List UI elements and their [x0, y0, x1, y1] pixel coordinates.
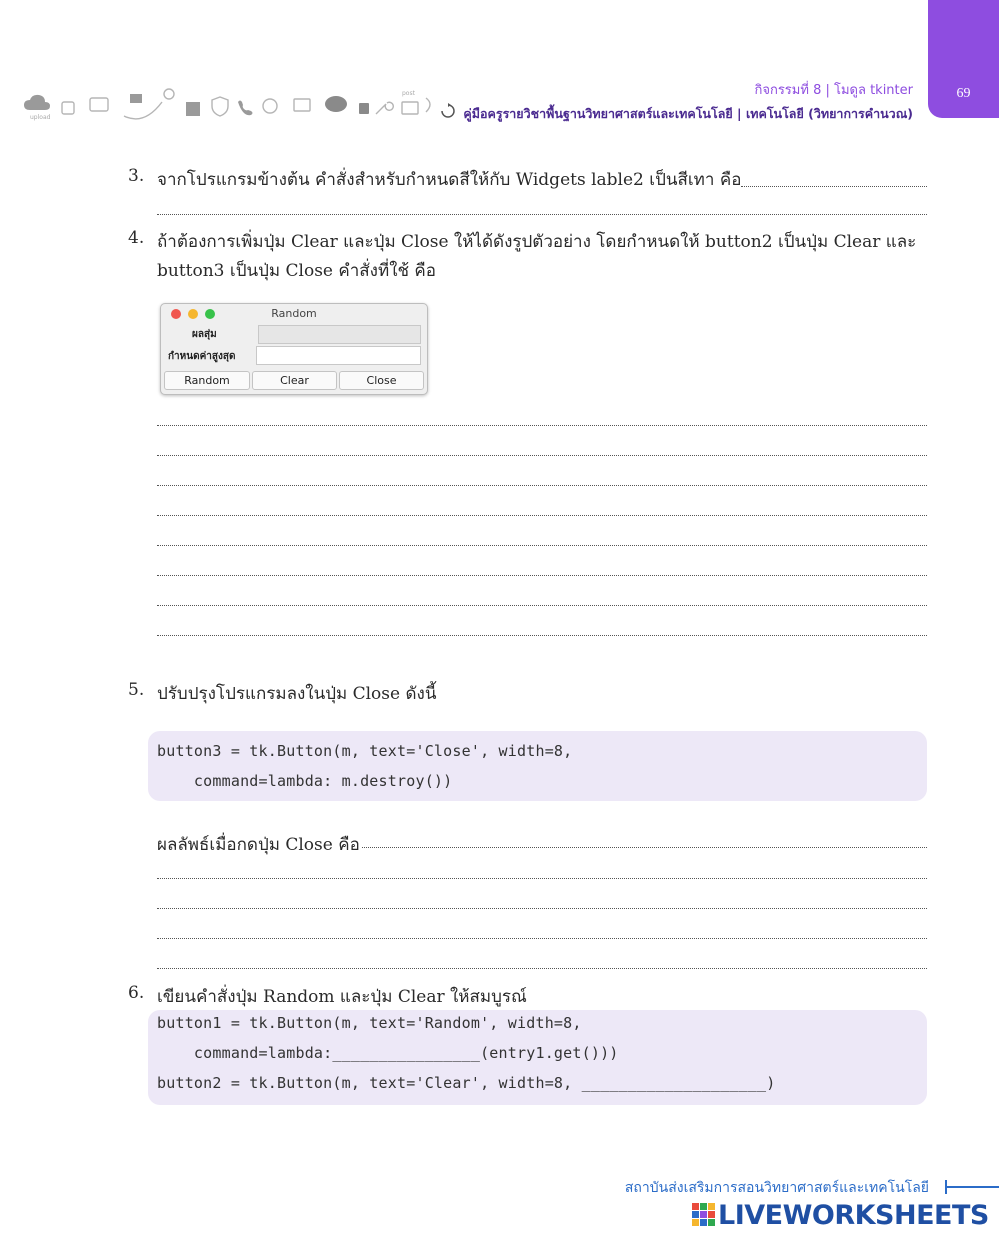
q3-number: 3.	[128, 166, 145, 186]
liveworksheets-logo	[692, 1200, 988, 1230]
lock-icon	[359, 103, 369, 114]
q5-answer-line[interactable]	[157, 878, 927, 879]
minimize-dot-icon	[188, 309, 198, 319]
liveworksheets-grid-icon	[692, 1203, 716, 1227]
chat-screen-icon	[90, 98, 108, 111]
q6-code-line3[interactable]: button2 = tk.Button(m, text='Clear', width=8, ____________________)	[157, 1074, 776, 1092]
q5-code-line2: command=lambda: m.destroy())	[157, 772, 453, 790]
footer-rule-tick	[945, 1180, 947, 1194]
tk-label-result: ผลสุ่ม	[192, 329, 217, 340]
tk-result-field	[258, 325, 421, 344]
q3-text: จากโปรแกรมข้างต้น คำสั่งสำหรับกำหนดสีให้กับ Widgets lable2 เป็นสีเทา คือ	[157, 170, 742, 190]
q5-answer-line[interactable]	[157, 908, 927, 909]
upload-cloud-icon	[24, 95, 50, 110]
post-label: post	[402, 90, 415, 97]
q4-answer-line[interactable]	[157, 605, 927, 606]
refresh-arrow-icon	[440, 103, 456, 119]
q3-answer-line-2[interactable]	[157, 214, 927, 215]
q5-answer-line[interactable]	[362, 847, 927, 848]
q3-answer-line[interactable]	[741, 186, 927, 187]
q6-code-line1: button1 = tk.Button(m, text='Random', width=8,	[157, 1014, 582, 1032]
envelope-icon	[130, 94, 142, 103]
header-book-title: คู่มือครูรายวิชาพื้นฐานวิทยาศาสตร์และเทคโนโลยี | เทคโนโลยี (วิทยาการคำนวณ)	[463, 106, 913, 121]
q5-number: 5.	[128, 680, 145, 700]
close-dot-icon	[171, 309, 181, 319]
q6-text: เขียนคำสั่งปุ่ม Random และปุ่ม Clear ให้สมบูรณ์	[157, 987, 527, 1007]
example-tk-window	[160, 303, 428, 395]
footer-rule	[945, 1186, 999, 1188]
alarm-clock-icon	[263, 99, 277, 113]
mail-bubble-icon	[164, 89, 174, 99]
q4-answer-line[interactable]	[157, 425, 927, 426]
q5-result-label: ผลลัพธ์เมื่อกดปุ่ม Close คือ	[157, 835, 360, 855]
speech-bubble-icon	[325, 96, 347, 112]
photo-icon	[402, 102, 418, 114]
q4-text-line1: ถ้าต้องการเพิ่มปุ่ม Clear และปุ่ม Close ให้ได้ดังรูปตัวอย่าง โดยกำหนดให้ button2 เป็นปุ่ม Clear และ	[157, 232, 917, 252]
phone-icon	[238, 101, 253, 116]
shield-icon	[212, 97, 228, 116]
tk-close-button[interactable]: Close	[339, 371, 424, 390]
q4-answer-line[interactable]	[157, 545, 927, 546]
q5-code-line1: button3 = tk.Button(m, text='Close', width=8,	[157, 742, 573, 760]
footer-institute: สถาบันส่งเสริมการสอนวิทยาศาสตร์และเทคโนโลยี	[624, 1180, 929, 1196]
decorative-icon-strip	[6, 88, 434, 122]
q5-text: ปรับปรุงโปรแกรมลงในปุ่ม Close ดังนี้	[157, 684, 437, 704]
header-activity-title: กิจกรรมที่ 8 | โมดูล tkinter	[754, 83, 913, 98]
tk-max-input[interactable]	[256, 346, 421, 365]
tk-clear-button[interactable]: Clear	[252, 371, 337, 390]
q4-answer-line[interactable]	[157, 515, 927, 516]
key-icon	[376, 102, 393, 114]
connector-curve-icon	[124, 102, 162, 119]
settings-square-icon	[62, 102, 74, 114]
q4-answer-line[interactable]	[157, 635, 927, 636]
q4-text-line2: button3 เป็นปุ่ม Close คำสั่งที่ใช้ คือ	[157, 261, 437, 281]
q6-number: 6.	[128, 983, 145, 1003]
q4-answer-line[interactable]	[157, 455, 927, 456]
q5-answer-line[interactable]	[157, 968, 927, 969]
upload-label: upload	[30, 114, 51, 121]
tk-window-title: Random	[271, 307, 317, 320]
q4-number: 4.	[128, 228, 145, 248]
zoom-dot-icon	[205, 309, 215, 319]
cubes-icon	[186, 102, 200, 116]
page-number: 69	[956, 86, 971, 101]
liveworksheets-wordmark: LIVEWORKSHEETS	[718, 1200, 989, 1231]
tk-random-button[interactable]: Random	[164, 371, 250, 390]
q4-answer-line[interactable]	[157, 575, 927, 576]
arrow-curve-icon	[426, 98, 430, 112]
q6-code-line2[interactable]: command=lambda:________________(entry1.get()))	[157, 1044, 619, 1062]
monitor-icon	[294, 99, 310, 111]
q4-answer-line[interactable]	[157, 485, 927, 486]
tk-label-max: กำหนดค่าสูงสุด	[168, 351, 236, 362]
q5-answer-line[interactable]	[157, 938, 927, 939]
